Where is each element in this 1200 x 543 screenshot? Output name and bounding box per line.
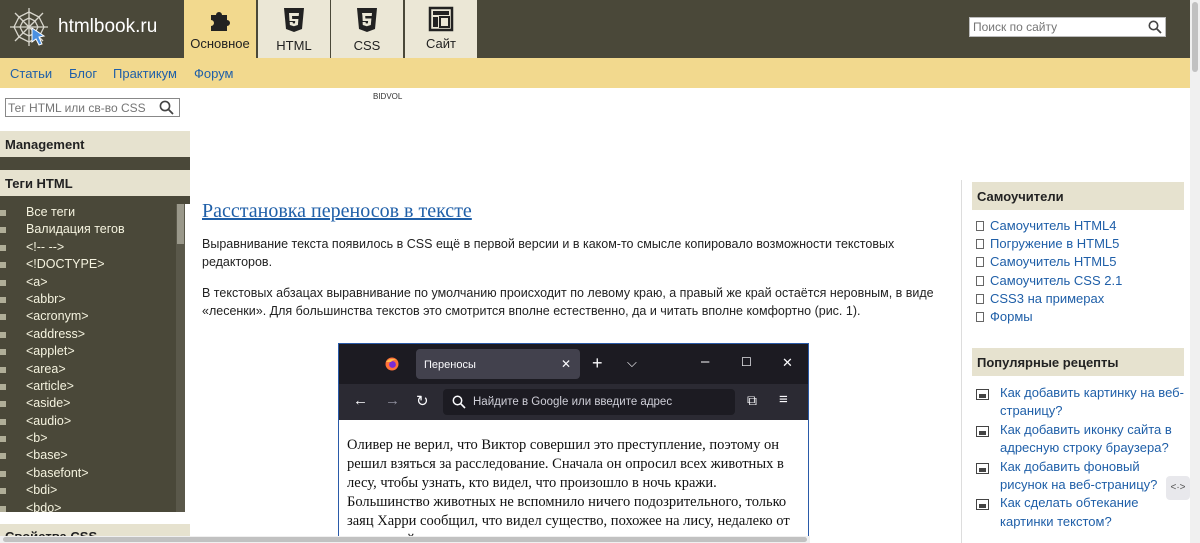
article <box>202 200 942 333</box>
recipes-heading: Популярные рецепты <box>972 348 1184 376</box>
figure-browser-tab <box>416 349 580 379</box>
tab-css-label: CSS <box>353 38 381 53</box>
figure-url-bar <box>443 389 735 415</box>
tag-list-item[interactable]: <bdo> <box>0 500 176 512</box>
image-icon <box>976 499 989 510</box>
css3-icon <box>354 6 380 34</box>
tag-list-item[interactable]: Все теги <box>0 204 176 221</box>
tag-list-item[interactable]: <bdi> <box>0 482 176 499</box>
search-icon[interactable] <box>159 100 174 115</box>
tutorial-item[interactable]: Самоучитель CSS 2.1 <box>974 272 1122 290</box>
monitor-icon <box>976 426 989 437</box>
sub-navigation <box>0 58 1190 88</box>
sidebar-search-input[interactable] <box>6 99 154 116</box>
floating-widget-button[interactable]: <·> <box>1166 476 1190 500</box>
article-figure <box>338 343 809 543</box>
top-bar <box>0 0 1190 58</box>
document-icon <box>976 294 984 304</box>
tutorials-list <box>974 217 1122 326</box>
figure-sample-text: Оливер не верил, что Виктор совершил это преступление, поэтому он решил взяться за расследование. Сначала он опросил всех животных в лесу, чтобы узнать, кто видел, что произошло в ночь кражи. Большинство животных не вспомнило ничего подозрительного, только заяц Харри сообщил, что видел существо, похожее на лису, недалеко от <box>347 437 790 529</box>
layout-icon <box>428 6 454 32</box>
subnav-articles[interactable]: Статьи <box>10 66 53 81</box>
tag-list-item[interactable]: <article> <box>0 378 176 395</box>
article-title[interactable]: Расстановка переносов в тексте <box>202 200 472 222</box>
sidebar-tags-heading[interactable]: Теги HTML <box>0 170 190 196</box>
extensions-icon: ⧉ <box>747 392 757 408</box>
tutorials-heading: Самоучители <box>972 182 1184 210</box>
document-icon <box>976 276 984 286</box>
figure-browser-navbar <box>339 384 808 420</box>
tutorial-item[interactable]: Самоучитель HTML4 <box>974 217 1122 235</box>
horizontal-scrollbar-thumb[interactable] <box>3 537 807 542</box>
subnav-blog[interactable]: Блог <box>69 66 98 81</box>
figure-url-placeholder: Найдите в Google или введите адрес <box>473 396 673 408</box>
tab-site-label: Сайт <box>426 36 456 51</box>
search-icon <box>452 395 466 409</box>
tab-html[interactable] <box>258 0 330 58</box>
tag-list-item[interactable]: <applet> <box>0 343 176 360</box>
tag-list-scrollbar[interactable] <box>176 204 185 512</box>
tag-list-item[interactable]: <aside> <box>0 395 176 412</box>
recipe-item[interactable]: Как добавить картинку на веб-страницу? <box>974 384 1186 421</box>
plus-icon: + <box>592 353 603 373</box>
tutorial-item[interactable]: Самоучитель HTML5 <box>974 253 1122 271</box>
tag-list-item[interactable]: <!-- --> <box>0 239 176 256</box>
tab-main[interactable] <box>184 0 256 58</box>
image-icon <box>976 389 989 400</box>
search-icon[interactable] <box>1148 20 1162 34</box>
site-search <box>969 17 1166 37</box>
html5-icon <box>281 6 307 34</box>
article-paragraph: В текстовых абзацах выравнивание по умолчанию происходит по левому краю, а правый же край остаётся неровным, в виде «лесенки». Для большинства текстов это смотрится вполне естественно, да и читать вполне комфортно (рис. 1). <box>202 286 934 318</box>
article-paragraph: Выравнивание текста появилось в CSS ещё в первой версии и в каком-то смысле копировало возможности текстовых редакторов. <box>202 237 895 269</box>
tag-list-scrollbar-thumb[interactable] <box>177 204 184 244</box>
recipe-item[interactable]: Как сделать обтекание картинки текстом? <box>974 494 1186 531</box>
recipe-item[interactable]: Как добавить фоновый рисунок на веб-страницу? <box>974 458 1186 495</box>
tutorial-item[interactable]: CSS3 на примерах <box>974 290 1122 308</box>
tag-list-item[interactable]: <b> <box>0 430 176 447</box>
forward-arrow-icon: → <box>385 392 400 409</box>
right-column <box>961 180 1190 543</box>
tag-list-item[interactable]: <area> <box>0 361 176 378</box>
tag-list-item[interactable]: <audio> <box>0 413 176 430</box>
recipes-list <box>974 384 1186 531</box>
menu-icon: ≡ <box>779 391 788 408</box>
tab-main-label: Основное <box>190 36 250 51</box>
tab-site[interactable] <box>405 0 477 58</box>
chevron-down-icon: ⌵ <box>627 355 637 370</box>
tag-list-item[interactable]: <abbr> <box>0 291 176 308</box>
tag-list <box>0 204 176 512</box>
tag-list-item[interactable]: <basefont> <box>0 465 176 482</box>
images-icon <box>976 463 989 474</box>
window-close-icon: ✕ <box>782 355 793 370</box>
spiderweb-logo-icon <box>8 6 50 48</box>
minimize-icon: – <box>701 353 710 370</box>
tag-list-item[interactable]: <a> <box>0 274 176 291</box>
ad-label: BIDVOL <box>373 92 403 101</box>
tag-list-item[interactable]: <!DOCTYPE> <box>0 256 176 273</box>
puzzle-icon <box>207 6 233 32</box>
tab-html-label: HTML <box>276 38 312 53</box>
reload-icon: ↻ <box>416 393 429 410</box>
tutorial-item[interactable]: Формы <box>974 308 1122 326</box>
tag-list-item[interactable]: <base> <box>0 447 176 464</box>
document-icon <box>976 221 984 231</box>
tab-css[interactable] <box>331 0 403 58</box>
horizontal-scrollbar[interactable] <box>0 536 810 543</box>
document-icon <box>976 312 984 322</box>
back-arrow-icon: ← <box>353 392 368 409</box>
sidebar-divider <box>0 157 190 170</box>
figure-browser-tabbar <box>339 344 808 384</box>
site-name: htmlbook.ru <box>58 16 158 37</box>
sidebar-search <box>5 98 180 117</box>
sidebar-management-heading[interactable]: Management <box>0 131 190 157</box>
tutorial-item[interactable]: Погружение в HTML5 <box>974 235 1122 253</box>
subnav-forum[interactable]: Форум <box>194 66 234 81</box>
document-icon <box>976 239 984 249</box>
figure-tab-label: Переносы <box>424 359 476 371</box>
tag-list-item[interactable]: <acronym> <box>0 308 176 325</box>
page-scrollbar-thumb[interactable] <box>1192 2 1198 72</box>
subnav-practicum[interactable]: Практикум <box>113 66 177 81</box>
sidebar-divider <box>0 196 190 204</box>
firefox-icon <box>385 357 399 371</box>
document-icon <box>976 257 984 267</box>
tag-list-item[interactable]: <address> <box>0 326 176 343</box>
recipe-item[interactable]: Как добавить иконку сайта в адресную строку браузера? <box>974 421 1186 458</box>
site-logo[interactable] <box>8 6 157 48</box>
page-scrollbar[interactable] <box>1190 0 1200 543</box>
tag-list-item[interactable]: Валидация тегов <box>0 221 176 238</box>
close-icon: ✕ <box>560 357 571 371</box>
maximize-icon: ☐ <box>741 355 752 369</box>
site-search-input[interactable] <box>970 18 1142 36</box>
